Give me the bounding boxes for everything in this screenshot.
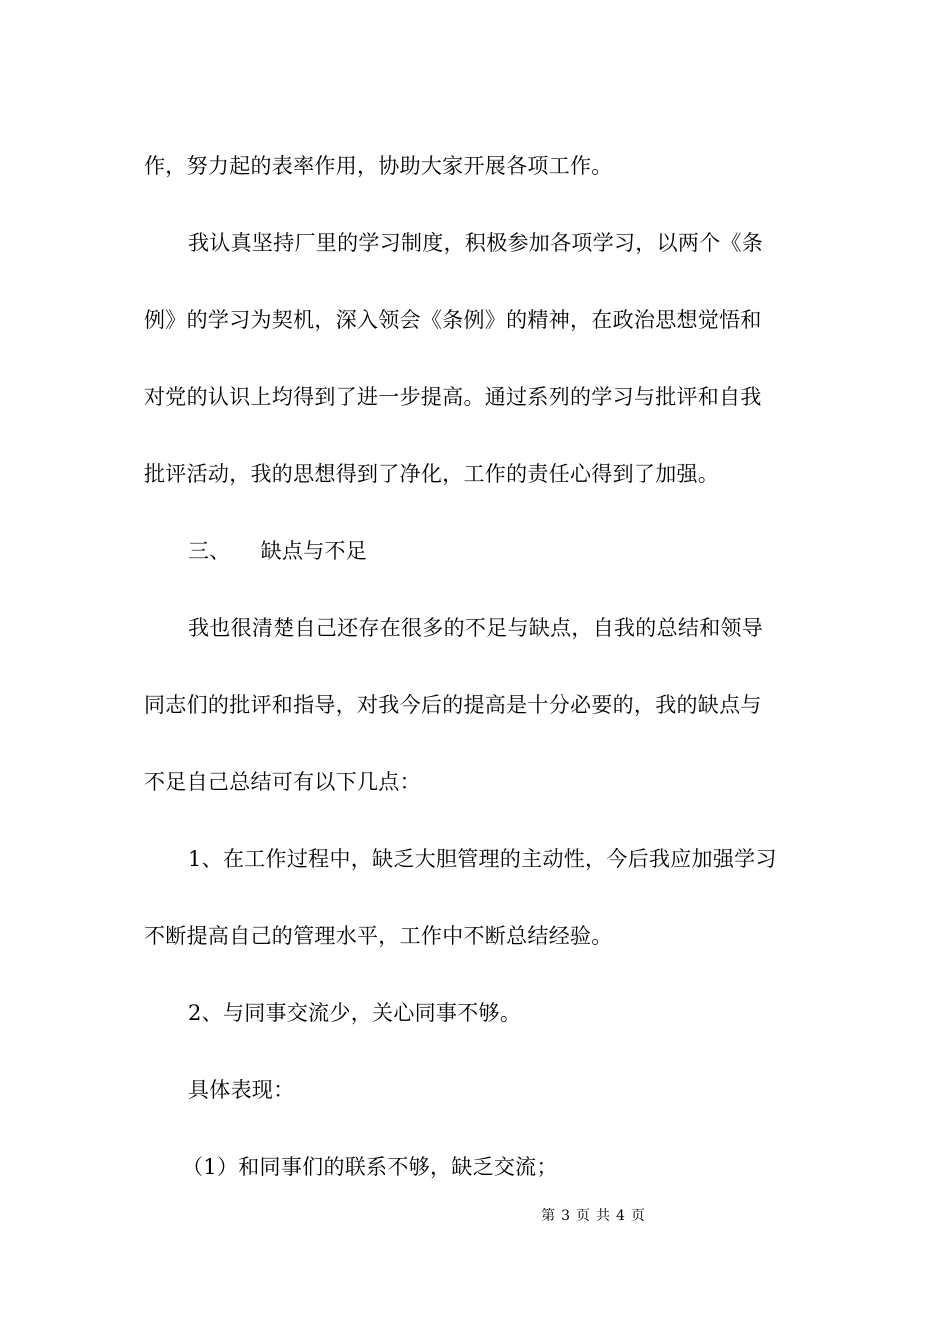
footer-page-word: 页 xyxy=(576,1208,590,1224)
paragraph-line: 作，努力起的表率作用，协助大家开展各项工作。 xyxy=(144,154,613,178)
list-item-line: （1）和同事们的联系不够，缺乏交流； xyxy=(182,1155,558,1179)
paragraph-line: 批评活动，我的思想得到了净化，工作的责任心得到了加强。 xyxy=(144,462,720,486)
paragraph-line: 我认真坚持厂里的学习制度，积极参加各项学习，以两个《条 xyxy=(188,231,764,255)
list-item-line: 1、在工作过程中，缺乏大胆管理的主动性，今后我应加强学习 xyxy=(188,847,777,871)
paragraph-line: 不足自己总结可有以下几点： xyxy=(144,770,421,794)
document-body xyxy=(144,128,808,1206)
paragraph-line: 对党的认识上均得到了进一步提高。通过系列的学习与批评和自我 xyxy=(144,385,762,409)
footer-total-word: 共 xyxy=(596,1208,610,1224)
footer-prefix: 第 xyxy=(541,1208,556,1224)
footer-suffix: 页 xyxy=(630,1208,645,1224)
section-heading-number: 三、 xyxy=(188,539,231,563)
section-heading-title: 缺点与不足 xyxy=(260,539,368,563)
list-item-line: 不断提高自己的管理水平，工作中不断总结经验。 xyxy=(144,924,613,948)
section-heading xyxy=(144,513,808,590)
list-item-line: 2、与同事交流少，关心同事不够。 xyxy=(188,1001,522,1025)
paragraph-line: 具体表现： xyxy=(188,1078,295,1102)
page-footer xyxy=(0,1206,950,1226)
footer-page-number: 3 xyxy=(561,1208,570,1224)
footer-total-pages: 4 xyxy=(616,1208,625,1224)
paragraph-line: 例》的学习为契机，深入领会《条例》的精神，在政治思想觉悟和 xyxy=(144,308,762,332)
paragraph-line: 我也很清楚自己还存在很多的不足与缺点，自我的总结和领导 xyxy=(188,616,764,640)
paragraph-line: 同志们的批评和指导，对我今后的提高是十分必要的，我的缺点与 xyxy=(144,693,762,717)
